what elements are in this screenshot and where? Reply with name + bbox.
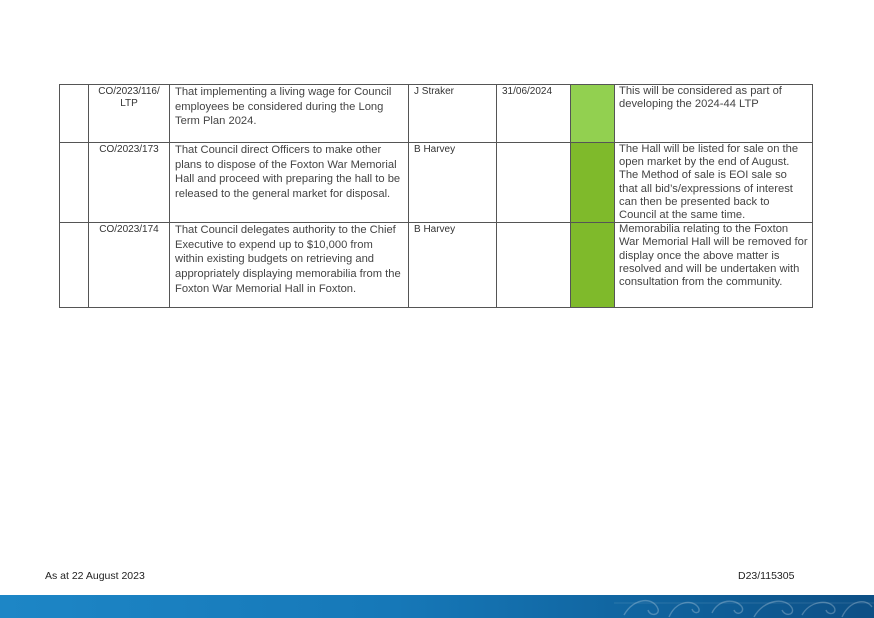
blank-cell — [60, 85, 89, 143]
as-at-date: As at 22 August 2023 — [45, 570, 145, 582]
blank-cell — [60, 143, 89, 223]
due-date-cell — [497, 143, 571, 223]
status-cell — [571, 223, 615, 308]
officer-cell: J Straker — [409, 85, 497, 143]
table-row — [60, 143, 813, 223]
reference-cell — [89, 85, 170, 143]
status-cell — [571, 143, 615, 223]
resolution-cell: That Council direct Officers to make other plans to dispose of the Foxton War Memorial Hall and proceed with preparing the hall to be released to the general market for disposal. — [170, 143, 409, 223]
reference-number: CO/2023/116/ LTP — [98, 86, 160, 109]
resolution-cell: That implementing a living wage for Council employees be considered during the Long Term Plan 2024. — [170, 85, 409, 143]
koru-pattern-icon — [614, 595, 874, 618]
table-row — [60, 223, 813, 308]
due-date-cell: 31/06/2024 — [497, 85, 571, 143]
reference-cell: CO/2023/174 — [89, 223, 170, 308]
table-row — [60, 85, 813, 143]
action-items-table — [59, 84, 813, 308]
footer-band — [0, 595, 874, 618]
due-date-cell — [497, 223, 571, 308]
status-cell — [571, 85, 615, 143]
officer-cell: B Harvey — [409, 223, 497, 308]
resolution-cell: That Council delegates authority to the Chief Executive to expend up to $10,000 from within existing budgets on retrieving and appropriately displaying memorabilia from the Foxton War Memorial Hall in Foxton. — [170, 223, 409, 308]
comment-cell: This will be considered as part of developing the 2024-44 LTP — [615, 85, 813, 143]
document-reference: D23/115305 — [738, 570, 795, 582]
comment-cell: Memorabilia relating to the Foxton War Memorial Hall will be removed for display once the above matter is resolved and will be undertaken with consultation from the community. — [615, 223, 813, 308]
officer-cell: B Harvey — [409, 143, 497, 223]
reference-cell: CO/2023/173 — [89, 143, 170, 223]
comment-cell: The Hall will be listed for sale on the open market by the end of August. The Method of sale is EOI sale so that all bid’s/expressions of interest can then be presented back to Council at the same time. — [615, 143, 813, 223]
blank-cell — [60, 223, 89, 308]
